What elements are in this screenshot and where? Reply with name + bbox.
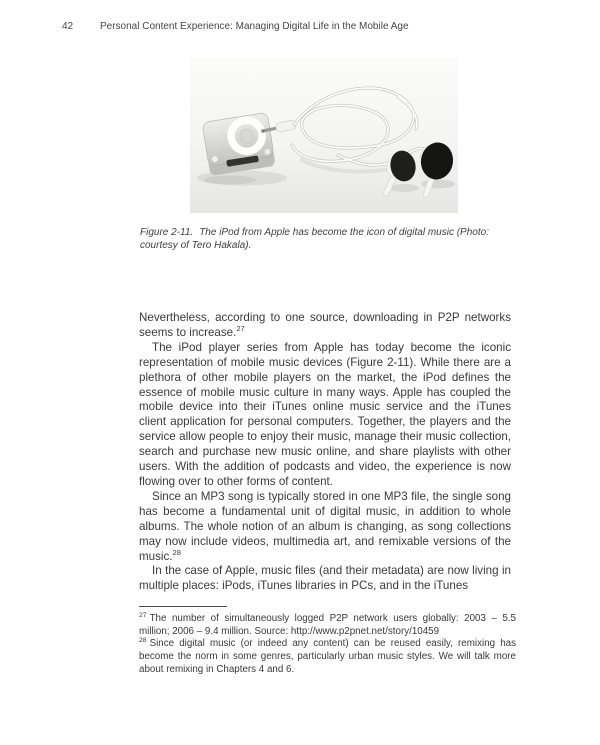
ipod-shuffle [202, 112, 276, 176]
paragraph-3-text: Since an MP3 song is typically stored in one MP3 file, the single song has become a fundamental unit of digital music, in addition to whole albums. The whole notion of an album is changing, as song collections may now include videos, multimedia art, and remixable versions of the music. [139, 489, 511, 563]
figure-caption-label: Figure 2-11. [140, 227, 194, 238]
footnotes-section [139, 606, 516, 677]
footnote-separator-rule [139, 606, 227, 607]
paragraph-1 [139, 311, 511, 341]
paragraph-4-text: In the case of Apple, music files (and their metadata) are now living in multiple places: iPods, iTunes libraries in PCs, and in the iTunes [139, 564, 511, 593]
running-head-title: Personal Content Experience: Managing Digital Life in the Mobile Age [100, 21, 409, 32]
footnote-27-marker: 27 [139, 611, 147, 619]
paragraph-2 [139, 341, 511, 490]
paragraph-2-text: The iPod player series from Apple has today become the iconic representation of mobile music devices (Figure 2-11). While there are a plethora of other mobile players on the market, the iPod defines the essence of mobile music culture in many ways. Apple has coupled the mobile device into their iTunes online music service and the iTunes client application for personal computers. Together, the players and the service allow people to enjoy their music, manage their music collection, search and purchase new music online, and share playlists with other users. With the addition of podcasts and video, the experience is now flowing over to other forms of content. [139, 340, 511, 488]
ipod-photo-illustration [190, 57, 458, 213]
footnote-28-marker: 28 [139, 637, 147, 645]
footnote-28-text: Since digital music (or indeed any content) can be reused easily, remixing has become the norm in some genres, particularly urban music styles. We will talk more about remixing in Chapters 4 and 6. [139, 638, 516, 675]
paragraph-3 [139, 490, 511, 565]
figure-caption [140, 227, 522, 252]
footnote-27 [139, 613, 516, 638]
page-number: 42 [62, 21, 74, 32]
paragraph-1-text: Nevertheless, according to one source, downloading in P2P networks seems to increase. [139, 311, 511, 339]
footnote-ref-27: 27 [236, 324, 245, 334]
figure-2-11-photo [190, 57, 458, 213]
paragraph-4 [139, 564, 511, 594]
footnote-28 [139, 638, 516, 676]
body-text [139, 311, 511, 594]
footnote-27-text: The number of simultaneously logged P2P network users globally: 2003 – 5.5 million; 2006 – 9.4 million. Source: http://www.p2pnet.net/story/10459 [139, 613, 516, 637]
footnote-ref-28: 28 [172, 547, 181, 557]
ipod-shadow-dark [204, 176, 256, 185]
figure-caption-text: The iPod from Apple has become the icon of digital music (Photo: courtesy of Tero Hakala). [140, 227, 489, 251]
page-header [62, 20, 532, 33]
